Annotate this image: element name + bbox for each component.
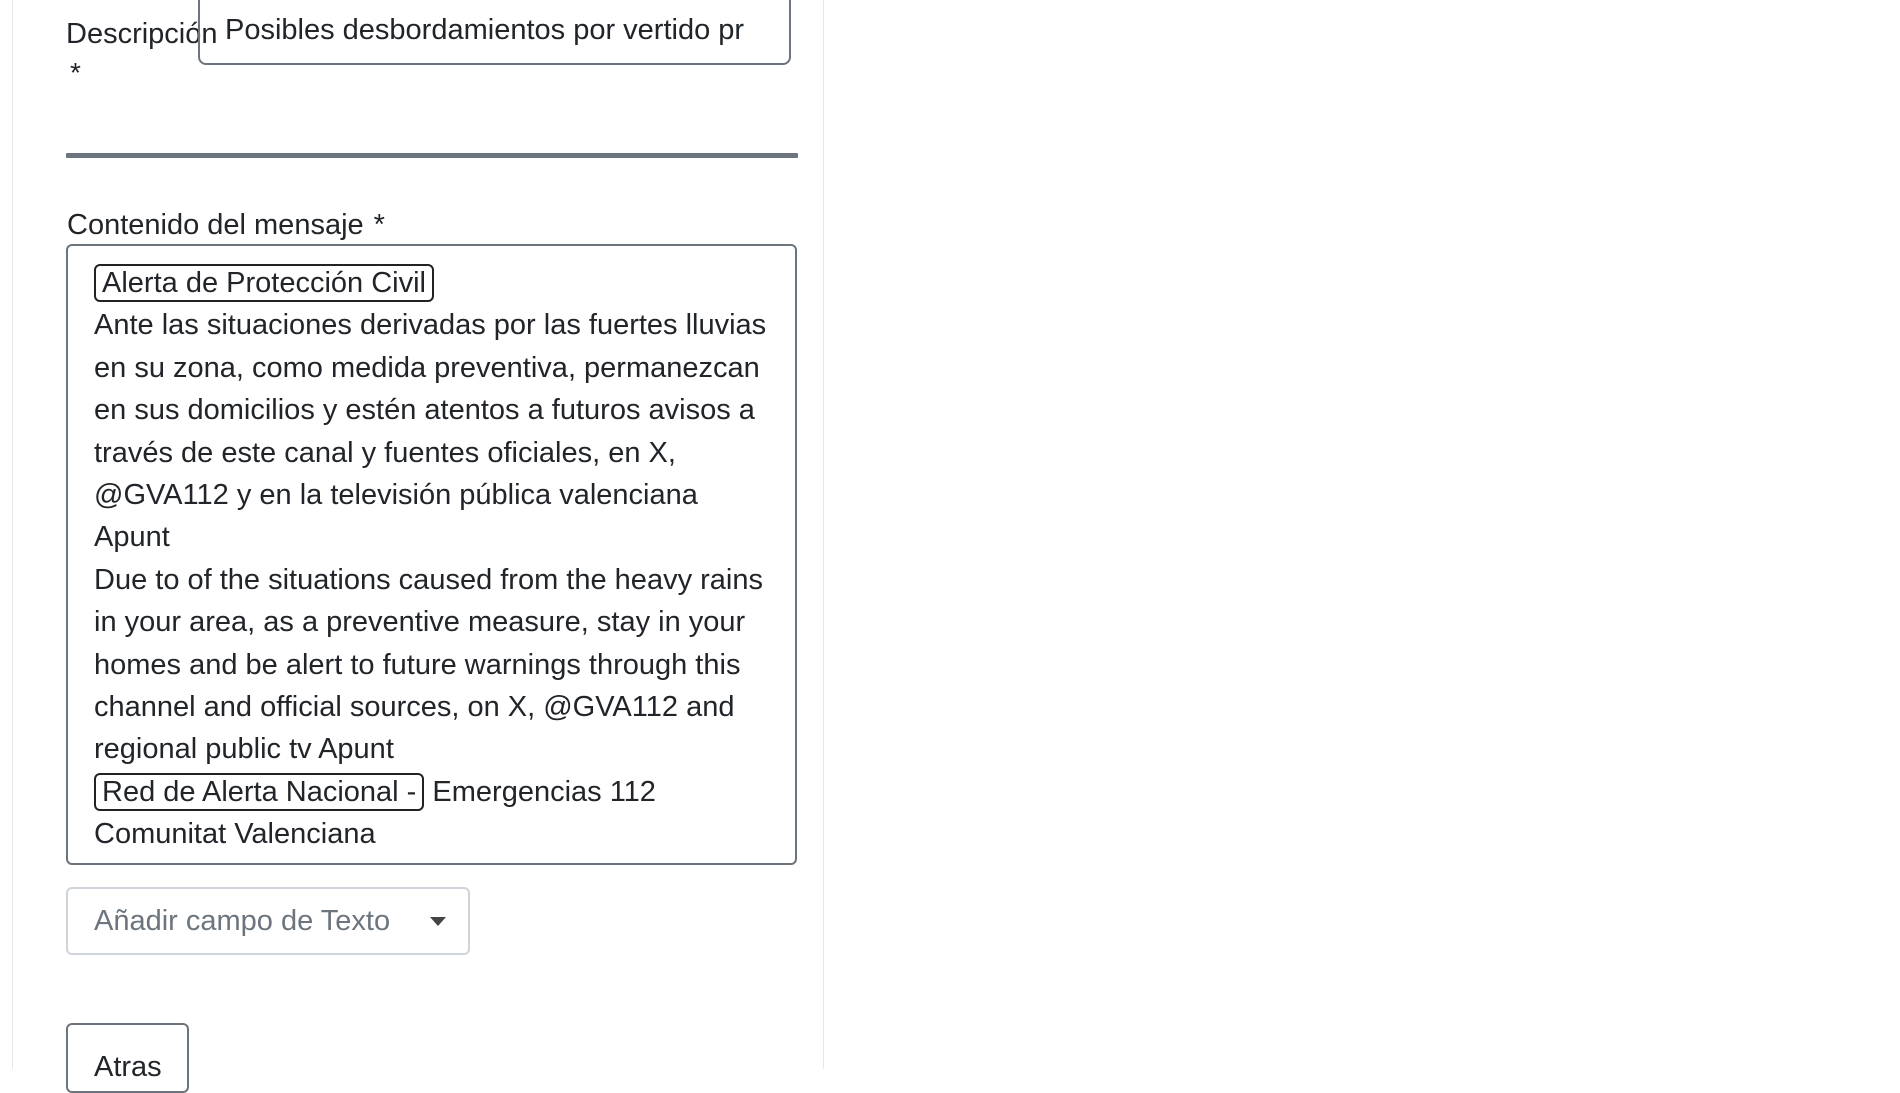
section-divider bbox=[66, 153, 798, 158]
message-required-mark: * bbox=[373, 209, 385, 241]
message-label-text: Contenido del mensaje bbox=[67, 209, 364, 241]
message-label bbox=[67, 205, 385, 245]
footer-chip[interactable]: Red de Alerta Nacional - bbox=[94, 773, 424, 811]
message-content-editor[interactable] bbox=[66, 244, 797, 865]
message-footer bbox=[94, 776, 656, 850]
header-chip[interactable]: Alerta de Protección Civil bbox=[94, 264, 434, 302]
description-label: Descripción bbox=[66, 18, 218, 50]
footer-text: Emergencias 112 Comunitat Valenciana bbox=[94, 775, 656, 851]
message-body-en: Due to of the situations caused from the heavy rains in your area, as a preventive measure, stay in your homes and be alert to future warnings through this channel and official sources, on X, @GVA112 and regional public tv Apunt bbox=[94, 563, 763, 766]
add-text-field-select[interactable] bbox=[66, 887, 470, 955]
add-text-field-label: Añadir campo de Texto bbox=[94, 905, 391, 937]
description-input[interactable]: Posibles desbordamientos por vertido pr bbox=[198, 0, 791, 65]
chevron-down-icon bbox=[430, 917, 446, 926]
back-button[interactable]: Atras bbox=[66, 1023, 189, 1093]
alert-form-panel bbox=[12, 0, 824, 1083]
description-required-mark: * bbox=[70, 57, 81, 88]
message-body-es: Ante las situaciones derivadas por las fuertes lluvias en su zona, como medida preventiva, permanezcan en sus domicilios y estén atentos a futuros avisos a través de este canal y fuentes oficiales, en X, @GVA112 y en la televisión pública valenciana Apunt bbox=[94, 309, 767, 554]
